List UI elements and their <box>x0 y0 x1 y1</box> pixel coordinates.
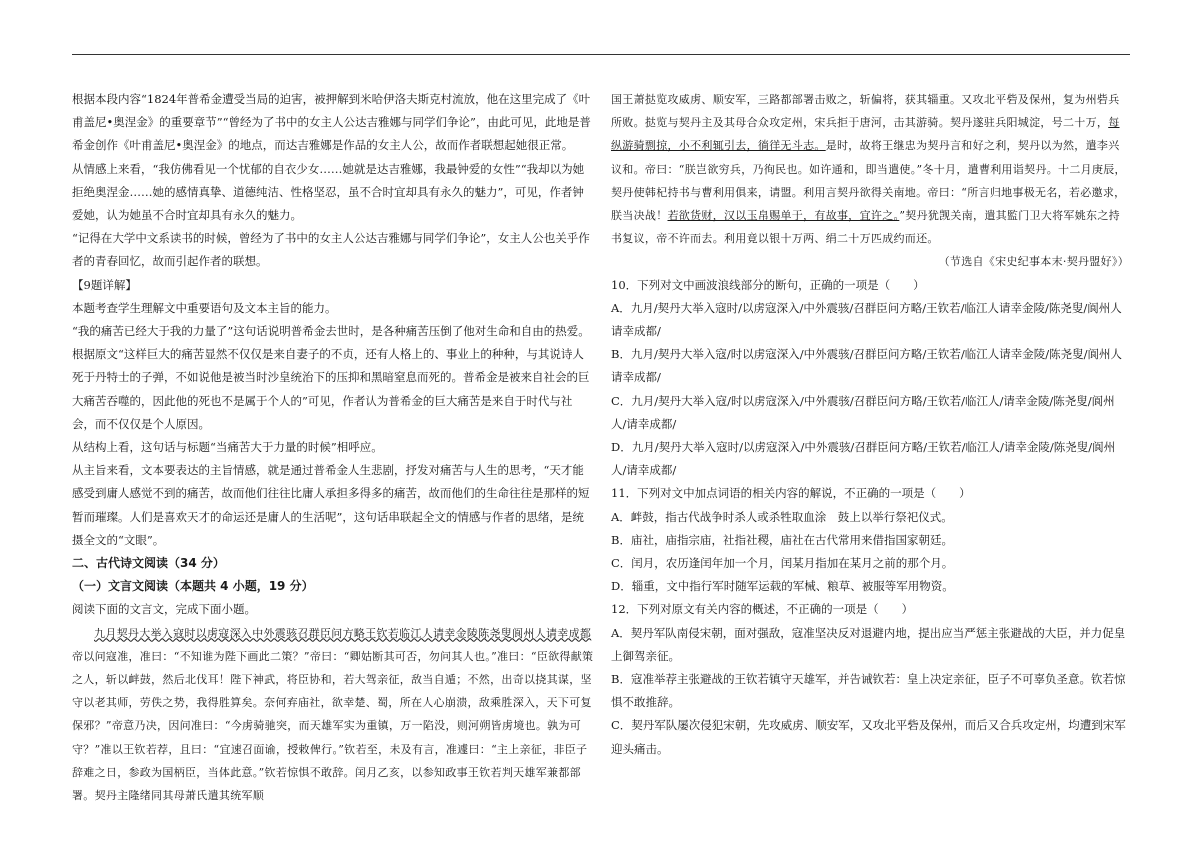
analysis-paragraph-3: “记得在大学中文系读书的时候，曾经为了书中的女主人公达吉雅娜与同学们争论”，女主人公也关乎作者的青春回忆，故而引起作者的联想。 <box>72 231 590 269</box>
q9-paragraph-1: “我的痛苦已经大于我的力量了”这句话说明普希金去世时，是各种痛苦压倒了他对生命和自由的热爱。根据原文“这样巨大的痛苦显然不仅仅是来自妻子的不贞，还有人格上的、事业上的种种，与其说诗人死于丹特士的子弹，不如说他是被当时沙皇统治下的压抑和黑暗窒息而死的。普希金是被来自社会的巨大痛苦吞噬的，因此他的死也不是属于个人的”可见，作者认为普希金的巨大痛苦是来自于时代与社会，而不仅仅是个人原因。 <box>72 324 590 431</box>
q9-paragraph-3: 从主旨来看，文本要表达的主旨情感，就是通过普希金人生悲剧，抒发对痛苦与人生的思考，“天才能感受到庸人感觉不到的痛苦，故而他们往往比庸人承担多得多的痛苦，故而他们的生命往往是那样的短暂而璀璨。人们是喜欢天才的命运还是庸人的生活呢”，这句话串联起全文的情感与作者的思绪，是统摄全文的“文眼”。 <box>72 463 590 547</box>
underlined-sentence-1: 每纵游骑剽掠，小不利辄引去，徜徉无斗志。 <box>611 116 1120 153</box>
q12-option-c: C．契丹军队屡次侵犯宋朝，先攻威虏、顺安军，又攻北平砦及保州，而后又合兵攻定州，均遭到宋军迎头痛击。 <box>611 718 1126 756</box>
right-column <box>611 88 1129 761</box>
classical-text-part: 是时，故将王继忠为契丹言和好之利，契丹以为然，遣李兴议和。帝曰：“朕岂欲穷兵，乃徇民也。如许通和，即当遣使。”冬十月，遣曹利用诣契丹。十二月庚辰，契丹使韩杞持书与曹利用俱来，请盟。利用言契丹欲得关南地。帝曰：“所言归地事极无名，若必邀求，朕当决战！ <box>611 139 1126 223</box>
classical-text-right <box>611 88 1129 250</box>
underlined-sentence-2: 若欲货财，汉以玉帛赐单于，有故事，宜许之。 <box>667 209 900 223</box>
analysis-paragraph-2: 从情感上来看，“我仿佛看见一个忧郁的自衣少女……她就是达吉雅娜，我最钟爱的女性”“我却以为她拒绝奥涅金……她的感情真挚、道德纯洁、性格坚忍，虽不合时宜却具有永久的魅力”，可见，作者钟爱她，认为她虽不合时宜却具有永久的魅力。 <box>72 161 585 223</box>
analysis-paragraph-1: 根据本段内容“1824年普希金遭受当局的迫害，被押解到米哈伊洛夫斯克村流放，他在这里完成了《叶甫盖尼•奥涅金》的重要章节”“曾经为了书中的女主人公达吉雅娜与同学们争论”，由此可见，此地是普希金创作《叶甫盖尼•奥涅金》的地点，而达吉雅娜是作品的女主人公，故而作者联想起她很正常。 <box>72 92 591 153</box>
q11-option-a: A．衅鼓，指古代战争时杀人或杀牲取血涂 鼓上以举行祭祀仪式。 <box>611 509 953 524</box>
classical-text-continued: 帝以问寇准，准曰：“不知谁为陛下画此二策？”帝曰：“卿姑断其可否，勿问其人也。”准曰：“臣欲得献策之人，斩以衅鼓，然后北伐耳！陛下神武，将臣协和，若大驾亲征，敌当自遁；不然，出奇以挠其谋，坚守以老其师，劳佚之势，我得胜算矣。奈何弃庙社，欲幸楚、蜀，所在人心崩溃，敌乘胜深入，天下可复保邪？”帝意乃决，因问准曰：“今虏骑驰突，而天雄军实为重镇，万一陷没，则河朔皆虏境也。孰为可守？”准以王钦若荐，且曰：“宜速召面谕，授敕俾行。”钦若至，未及有言，准遽曰：“主上亲征，非臣子辞难之日，参政为国柄臣，当体此意。”钦若惊惧不敢辞。闰月乙亥，以参知政事王钦若判天雄军兼都部署。契丹主隆绪同其母萧氏遣其统军顺 <box>72 649 594 803</box>
q11-option-c: C．闰月，农历逢闰年加一个月，闰某月指加在某月之前的那个月。 <box>611 556 954 571</box>
q11-option-d: D．辎重，文中指行军时随军运载的军械、粮草、被服等军用物资。 <box>611 579 954 594</box>
q10-option-c: C．九月/契丹大举入寇/时以虏寇深入/中外震骇/召群臣问方略/王钦若/临江人/请幸金陵/陈尧叟/阆州人/请幸成都/ <box>611 393 1115 431</box>
classical-text-start <box>72 622 594 808</box>
q9-paragraph-2: 从结构上看，这句话与标题“当痛苦大于力量的时候”相呼应。 <box>72 440 383 455</box>
wavy-underlined-passage: 九月契丹大举入寇时以虏寇深入中外震骇召群臣问方略王钦若临江人请幸金陵陈尧叟阆州人请幸成都 <box>94 626 592 640</box>
header-rule <box>72 54 1130 55</box>
classical-text-part: 国王萧挞览攻威虏、顺安军，三路都部署击败之，斩偏将，获其辎重。又攻北平砦及保州，复为州砦兵所败。挞览与契丹主及其母合众攻定州，宋兵拒于唐河，击其游骑。契丹遂驻兵阳城淀，号二十万， <box>611 93 1120 130</box>
q10-option-a: A．九月/契丹大举入寇时/以虏寇深入/中外震骇/召群臣问方略/王钦若/临江人请幸金陵/陈尧叟/阆州人请幸成都/ <box>611 300 1122 339</box>
section-heading: 二、古代诗文阅读（34 分） <box>72 556 225 571</box>
classical-text-part: ”契丹犹觊关南，遣其監门卫大将军姚东之持书复议，帝不许而去。利用竟以银十万两、绢二十万匹成约而还。 <box>611 209 1120 246</box>
q9-intro: 本题考查学生理解文中重要语句及文本主旨的能力。 <box>72 300 337 315</box>
q12-option-b: B．寇准举荐主张避战的王钦若镇守天雄军，并告诫钦若：皇上决定亲征，臣子不可辜负圣意。钦若惊惧不敢推辞。 <box>611 672 1126 710</box>
question-11: 11．下列对文中加点词语的相关内容的解说，不正确的一项是（ ） <box>611 486 971 501</box>
q11-option-b: B．庙社，庙指宗庙，社指社稷，庙社在古代常用来借指国家朝廷。 <box>611 532 953 547</box>
q10-option-b: B．九月/契丹大举入寇/时以虏寇深入/中外震骇/召群臣问方略/王钦若/临江人请幸金陵/陈尧叟/阆州人请幸成都/ <box>611 347 1122 385</box>
reading-instruction: 阅读下面的文言文，完成下面小题。 <box>72 602 256 617</box>
q12-option-a: A．契丹军队南侵宋朝，面对强敌，寇准坚决反对退避内地，提出应当严惩主张避战的大臣，并力促皇上御驾亲征。 <box>611 625 1126 663</box>
q10-option-d: D．九月/契丹大举入寇时/以虏寇深入/中外震骇/召群臣问方略/王钦若/临江人/请幸金陵/陈尧叟/阆州人/请幸成都/ <box>611 440 1116 478</box>
q9-heading: 【9题详解】 <box>72 277 137 292</box>
left-column <box>72 88 594 807</box>
subsection-heading: （一）文言文阅读（本题共 4 小题，19 分） <box>72 579 314 594</box>
question-10: 10．下列对文中画波浪线部分的断句，正确的一项是（ ） <box>611 277 925 292</box>
source-citation: （节选自《宋史纪事本末·契丹盟好》） <box>938 255 1129 269</box>
question-12: 12．下列对原文有关内容的概述，不正确的一项是（ ） <box>611 602 914 617</box>
